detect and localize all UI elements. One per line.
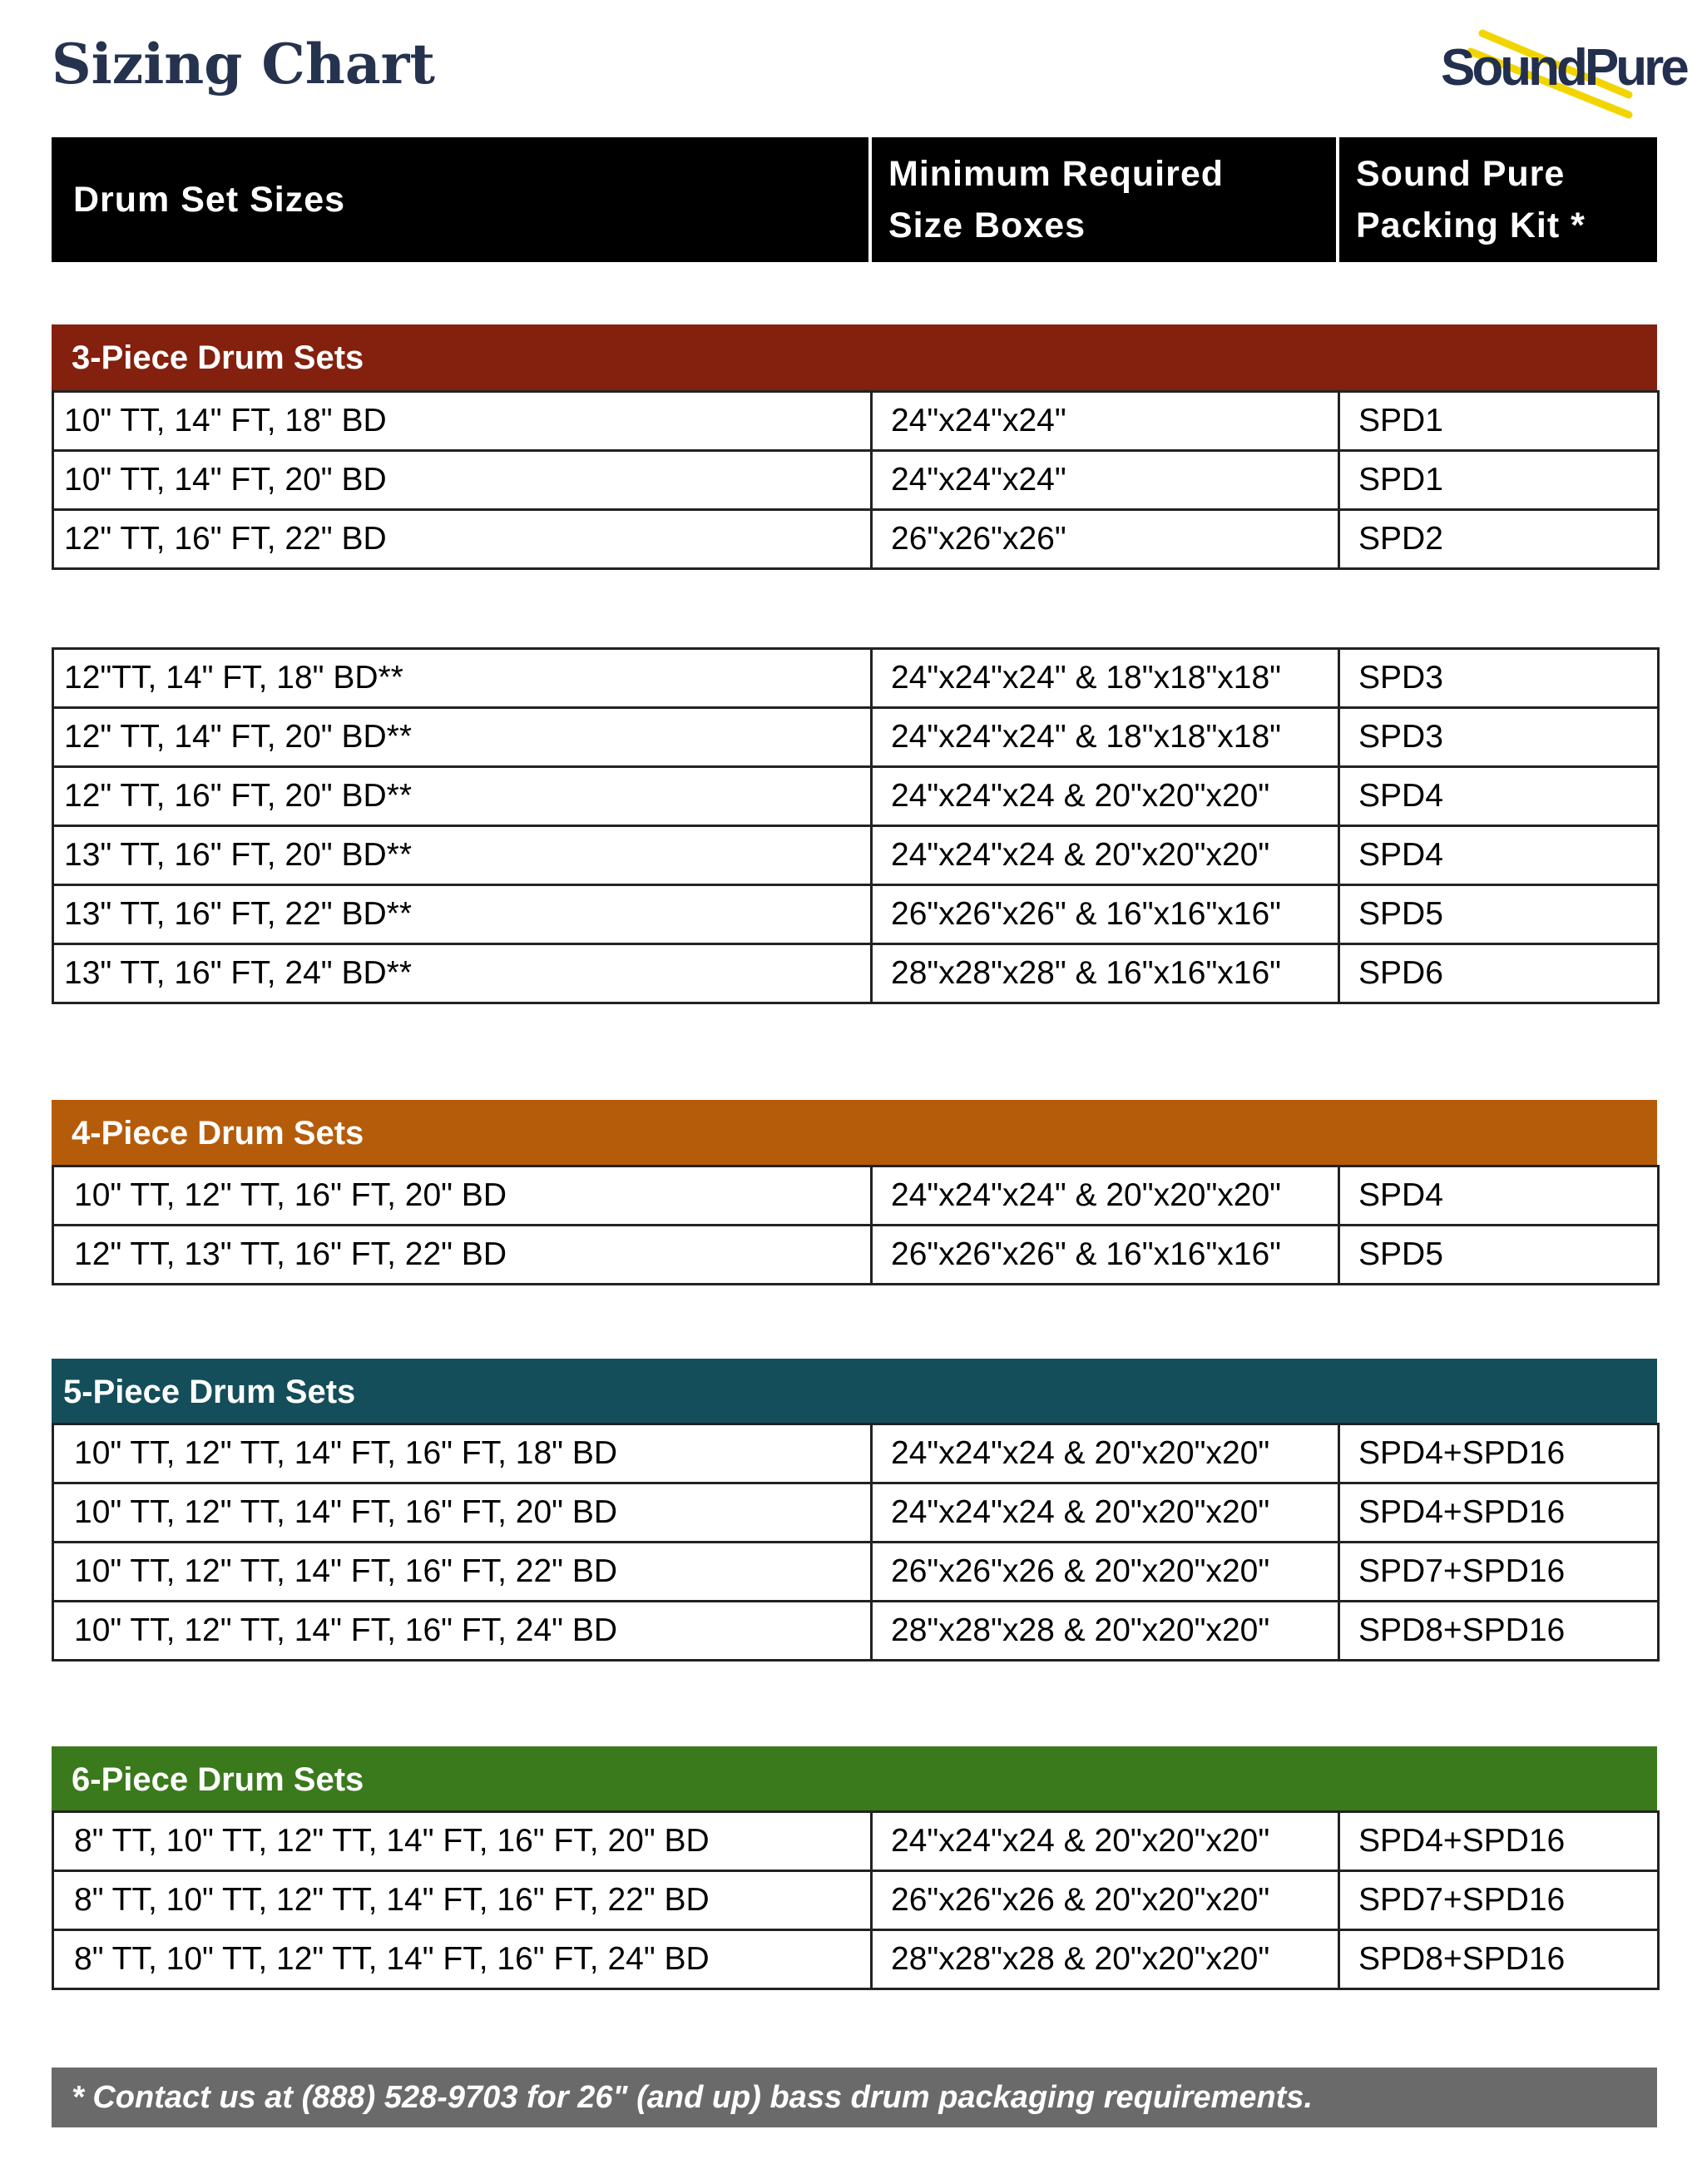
cell-boxes: 26"x26"x26" bbox=[872, 510, 1339, 569]
cell-kit: SPD4 bbox=[1339, 767, 1659, 826]
cell-sizes: 8" TT, 10" TT, 12" TT, 14" FT, 16" FT, 20" BD bbox=[53, 1812, 872, 1871]
cell-boxes: 24"x24"x24 & 20"x20"x20" bbox=[872, 1424, 1339, 1483]
cell-sizes: 10" TT, 12" TT, 14" FT, 16" FT, 18" BD bbox=[53, 1424, 872, 1483]
cell-boxes: 24"x24"x24" & 20"x20"x20" bbox=[872, 1166, 1339, 1226]
cell-boxes: 26"x26"x26 & 20"x20"x20" bbox=[872, 1543, 1339, 1602]
header-min-size-boxes: Minimum Required Size Boxes bbox=[888, 154, 1225, 245]
table-row bbox=[53, 1424, 1659, 1483]
table-row bbox=[53, 885, 1659, 944]
cell-sizes: 10" TT, 14" FT, 18" BD bbox=[53, 392, 872, 451]
table-3-piece-extra bbox=[52, 647, 1660, 1004]
cell-sizes: 8" TT, 10" TT, 12" TT, 14" FT, 16" FT, 22" BD bbox=[53, 1871, 872, 1930]
table-row bbox=[53, 1166, 1659, 1226]
cell-kit: SPD1 bbox=[1339, 392, 1659, 451]
cell-boxes: 26"x26"x26" & 16"x16"x16" bbox=[872, 1226, 1339, 1285]
table-row bbox=[53, 392, 1659, 451]
cell-boxes: 24"x24"x24 & 20"x20"x20" bbox=[872, 826, 1339, 885]
cell-sizes: 10" TT, 14" FT, 20" BD bbox=[53, 451, 872, 510]
cell-sizes: 12" TT, 16" FT, 22" BD bbox=[53, 510, 872, 569]
cell-kit: SPD8+SPD16 bbox=[1339, 1930, 1659, 1989]
cell-sizes: 12"TT, 14" FT, 18" BD** bbox=[53, 649, 872, 708]
table-5-piece bbox=[52, 1423, 1660, 1662]
cell-boxes: 26"x26"x26 & 20"x20"x20" bbox=[872, 1871, 1339, 1930]
table-row bbox=[53, 1226, 1659, 1285]
cell-kit: SPD7+SPD16 bbox=[1339, 1871, 1659, 1930]
cell-boxes: 24"x24"x24" & 18"x18"x18" bbox=[872, 649, 1339, 708]
cell-boxes: 24"x24"x24 & 20"x20"x20" bbox=[872, 1483, 1339, 1543]
table-row bbox=[53, 510, 1659, 569]
cell-kit: SPD4+SPD16 bbox=[1339, 1483, 1659, 1543]
table-row bbox=[53, 451, 1659, 510]
header-packing-kit: Sound Pure Packing Kit * bbox=[1356, 154, 1586, 245]
cell-sizes: 10" TT, 12" TT, 14" FT, 16" FT, 24" BD bbox=[53, 1602, 872, 1661]
cell-boxes: 24"x24"x24" bbox=[872, 451, 1339, 510]
table-row bbox=[53, 649, 1659, 708]
cell-kit: SPD4 bbox=[1339, 1166, 1659, 1226]
cell-sizes: 12" TT, 14" FT, 20" BD** bbox=[53, 708, 872, 767]
cell-kit: SPD5 bbox=[1339, 1226, 1659, 1285]
cell-boxes: 24"x24"x24 & 20"x20"x20" bbox=[872, 1812, 1339, 1871]
cell-kit: SPD7+SPD16 bbox=[1339, 1543, 1659, 1602]
cell-sizes: 8" TT, 10" TT, 12" TT, 14" FT, 16" FT, 24" BD bbox=[53, 1930, 872, 1989]
cell-boxes: 24"x24"x24" bbox=[872, 392, 1339, 451]
section-header-4-piece: 4-Piece Drum Sets bbox=[52, 1100, 1657, 1166]
table-header bbox=[52, 137, 1657, 262]
cell-kit: SPD8+SPD16 bbox=[1339, 1602, 1659, 1661]
page-title: Sizing Chart bbox=[52, 32, 435, 97]
cell-kit: SPD1 bbox=[1339, 451, 1659, 510]
soundpure-logo bbox=[1432, 22, 1686, 121]
cell-boxes: 26"x26"x26" & 16"x16"x16" bbox=[872, 885, 1339, 944]
cell-sizes: 10" TT, 12" TT, 16" FT, 20" BD bbox=[53, 1166, 872, 1226]
cell-sizes: 12" TT, 16" FT, 20" BD** bbox=[53, 767, 872, 826]
cell-sizes: 13" TT, 16" FT, 20" BD** bbox=[53, 826, 872, 885]
cell-boxes: 24"x24"x24 & 20"x20"x20" bbox=[872, 767, 1339, 826]
table-row bbox=[53, 1483, 1659, 1543]
table-4-piece bbox=[52, 1165, 1660, 1285]
table-row bbox=[53, 708, 1659, 767]
cell-kit: SPD3 bbox=[1339, 649, 1659, 708]
cell-sizes: 12" TT, 13" TT, 16" FT, 22" BD bbox=[53, 1226, 872, 1285]
cell-boxes: 28"x28"x28 & 20"x20"x20" bbox=[872, 1930, 1339, 1989]
cell-boxes: 24"x24"x24" & 18"x18"x18" bbox=[872, 708, 1339, 767]
section-header-3-piece: 3-Piece Drum Sets bbox=[52, 324, 1657, 391]
cell-kit: SPD2 bbox=[1339, 510, 1659, 569]
table-6-piece bbox=[52, 1810, 1660, 1990]
footer-note: * Contact us at (888) 528-9703 for 26" (and up) bass drum packaging requirements. bbox=[52, 2068, 1657, 2127]
table-row bbox=[53, 1543, 1659, 1602]
cell-kit: SPD6 bbox=[1339, 944, 1659, 1003]
cell-sizes: 10" TT, 12" TT, 14" FT, 16" FT, 22" BD bbox=[53, 1543, 872, 1602]
table-row bbox=[53, 944, 1659, 1003]
cell-boxes: 28"x28"x28 & 20"x20"x20" bbox=[872, 1602, 1339, 1661]
table-3-piece bbox=[52, 390, 1660, 570]
cell-kit: SPD4 bbox=[1339, 826, 1659, 885]
table-row bbox=[53, 1812, 1659, 1871]
cell-kit: SPD3 bbox=[1339, 708, 1659, 767]
section-header-5-piece: 5-Piece Drum Sets bbox=[52, 1359, 1657, 1425]
cell-sizes: 10" TT, 12" TT, 14" FT, 16" FT, 20" BD bbox=[53, 1483, 872, 1543]
cell-sizes: 13" TT, 16" FT, 22" BD** bbox=[53, 885, 872, 944]
section-header-6-piece: 6-Piece Drum Sets bbox=[52, 1746, 1657, 1813]
cell-kit: SPD4+SPD16 bbox=[1339, 1424, 1659, 1483]
table-row bbox=[53, 1871, 1659, 1930]
table-row bbox=[53, 826, 1659, 885]
table-row bbox=[53, 1930, 1659, 1989]
table-row bbox=[53, 1602, 1659, 1661]
header-drum-set-sizes: Drum Set Sizes bbox=[73, 180, 346, 220]
logo-text: SoundPure bbox=[1441, 39, 1686, 97]
table-row bbox=[53, 767, 1659, 826]
cell-sizes: 13" TT, 16" FT, 24" BD** bbox=[53, 944, 872, 1003]
cell-boxes: 28"x28"x28" & 16"x16"x16" bbox=[872, 944, 1339, 1003]
cell-kit: SPD5 bbox=[1339, 885, 1659, 944]
cell-kit: SPD4+SPD16 bbox=[1339, 1812, 1659, 1871]
